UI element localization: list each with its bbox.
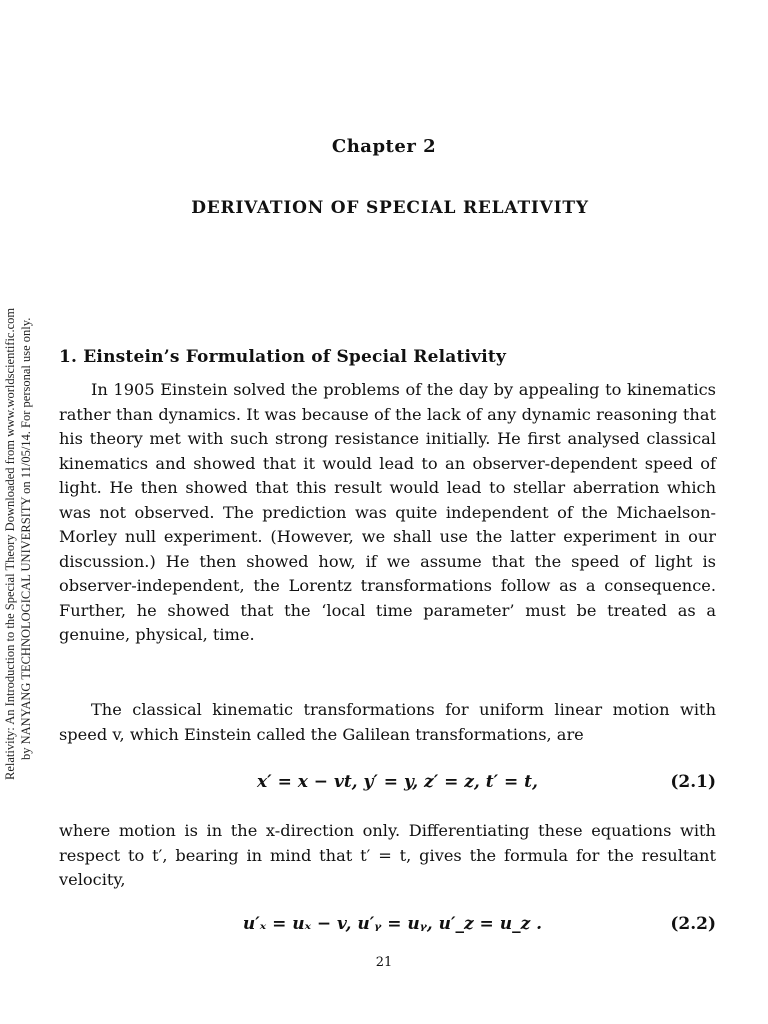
equation-2-1-number: (2.1) — [670, 772, 716, 792]
equation-2-1 — [59, 772, 716, 798]
equation-2-2-expression: u′ₓ = uₓ − v, u′ᵧ = uᵧ, u′_z = u_z . — [242, 914, 543, 934]
download-notice-line-1: Relativity: An Introduction to the Special Theory Downloaded from www.worldscientific.com — [3, 307, 17, 780]
section-heading: 1. Einstein’s Formulation of Special Relativity — [59, 347, 507, 367]
chapter-title: DERIVATION OF SPECIAL RELATIVITY — [191, 198, 589, 218]
page-number: 21 — [375, 955, 393, 970]
download-notice — [2, 240, 50, 780]
equation-2-1-expression: x′ = x − vt, y′ = y, z′ = z, t′ = t, — [257, 772, 538, 792]
chapter-number: Chapter 2 — [331, 136, 437, 157]
paragraph-1: In 1905 Einstein solved the problems of the day by appealing to kinematics rather than dynamics. It was because of the lack of any dynamic reasoning that his theory met with such strong resistance initially. He first analysed classical kinematics and showed that it would lead to an observer-dependent speed of light. He then showed that this result would lead to stellar aberration which was not observed. The prediction was quite independent of the Michaelson-Morley null experiment. (However, we shall use the latter experiment in our discussion.) He then showed how, if we assume that the speed of light is observer-independent, the Lorentz transformations follow as a consequence. Further, he showed that the ‘local time parameter’ must be treated as a genuine, physical, time. — [59, 380, 716, 644]
equation-2-2 — [59, 914, 716, 940]
equation-2-2-number: (2.2) — [670, 914, 716, 934]
download-notice-text — [2, 240, 34, 780]
paragraph-2: The classical kinematic transformations for uniform linear motion with speed v, which Einstein called the Galilean transformations, are — [59, 700, 716, 744]
download-notice-line-2: by NANYANG TECHNOLOGICAL UNIVERSITY on 11/05/14. For personal use only. — [19, 317, 33, 760]
paragraph-3: where motion is in the x-direction only. Differentiating these equations with respect to t′, bearing in mind that t′ = t, gives the formula for the resultant velocity, — [59, 821, 716, 889]
